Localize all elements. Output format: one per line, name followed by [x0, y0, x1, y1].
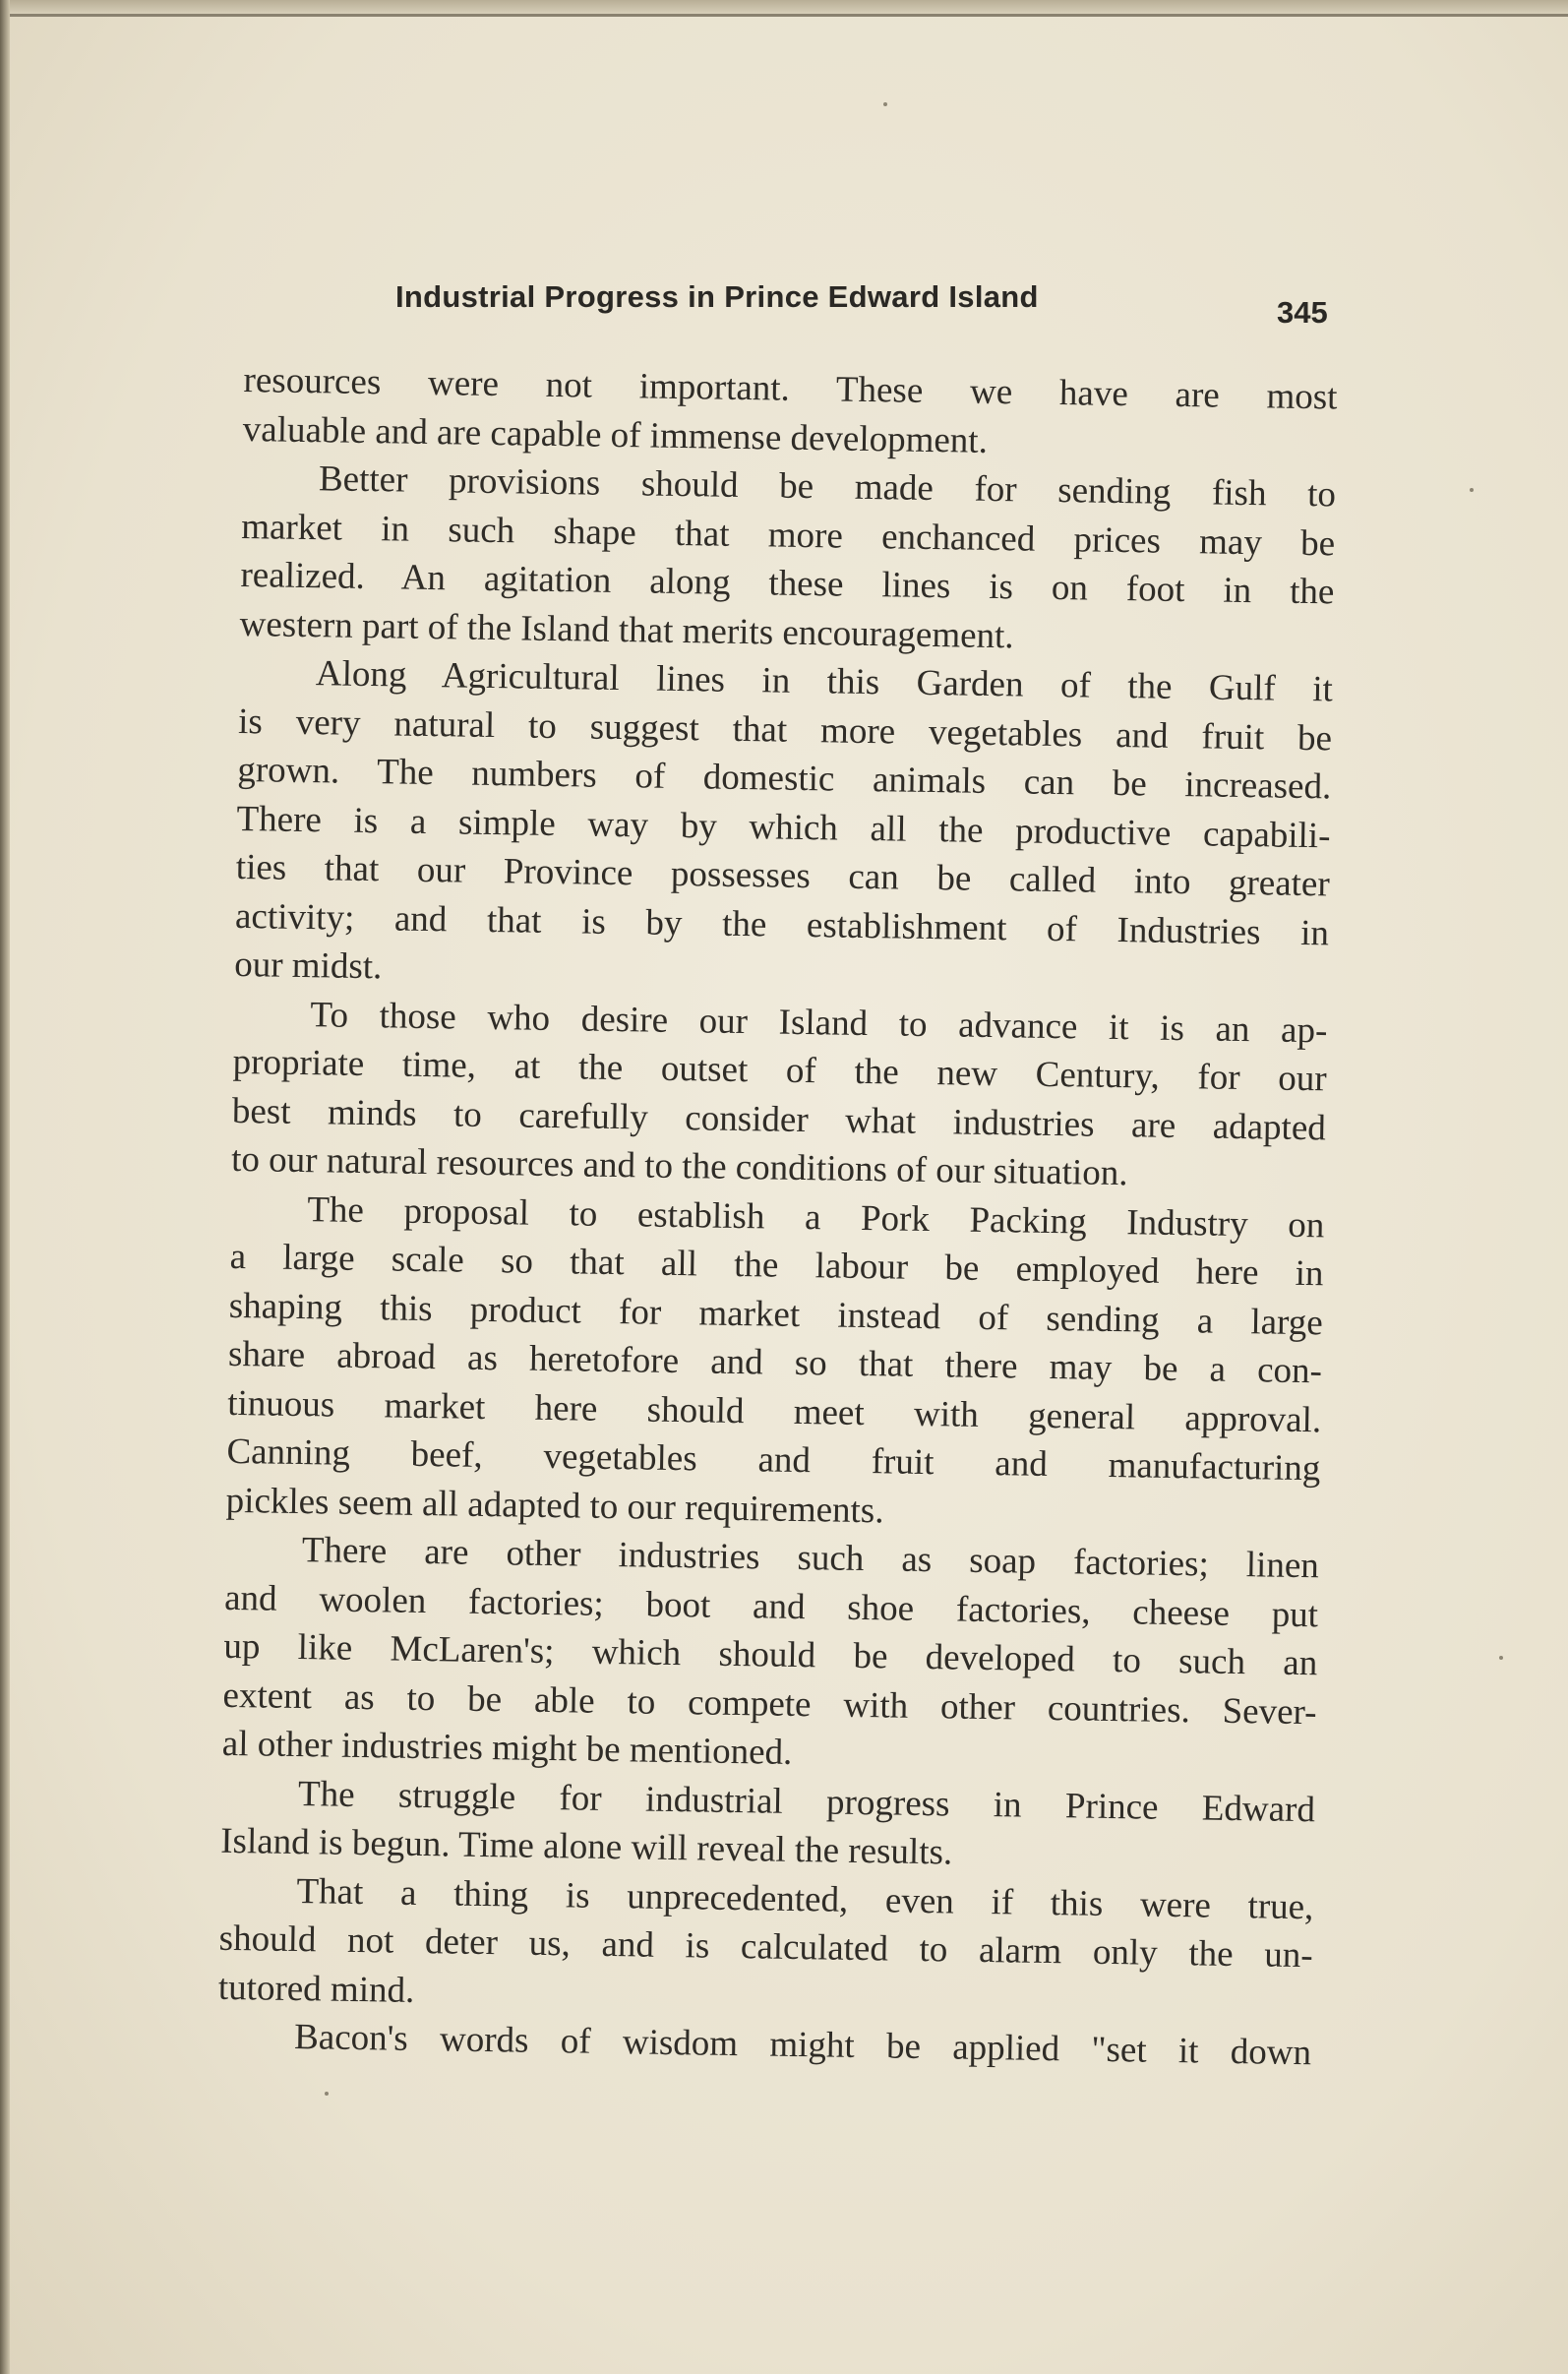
text-line: to our natural resources and to the conditions of our situation. — [230, 1138, 1128, 1194]
text-line: realized. An agitation along these lines is on foot in the — [240, 554, 1335, 613]
page-binding-edge — [0, 0, 10, 2374]
paper-speck — [325, 2092, 329, 2096]
page-number: 345 — [1277, 295, 1328, 330]
text-line: To those who desire our Island to advance it is an ap- — [310, 994, 1328, 1051]
paper-speck — [1499, 1656, 1503, 1660]
running-head: Industrial Progress in Prince Edward Island — [395, 279, 1039, 314]
text-line: The struggle for industrial progress in Prince Edward — [297, 1773, 1316, 1830]
text-line: The proposal to establish a Pork Packing Industry on — [307, 1188, 1325, 1246]
text-line: western part of the Island that merits encouragement. — [239, 603, 1014, 656]
text-line: up like McLaren's; which should be developed to such an — [223, 1625, 1318, 1684]
text-line: Bacon's words of wisdom might be applied "set it down — [293, 2017, 1312, 2074]
text-line: Better provisions should be made for sending fish to — [318, 458, 1337, 516]
text-line: our midst. — [233, 944, 383, 988]
paper-speck — [883, 102, 887, 106]
text-line: pickles seem all adapted to our requirements. — [225, 1480, 884, 1531]
text-line: shaping this product for market instead of sending a large — [228, 1285, 1324, 1343]
text-line: share abroad as heretofore and so that there may be a con- — [227, 1333, 1323, 1392]
text-line: grown. The numbers of domestic animals can be increased. — [237, 749, 1332, 808]
text-line: ties that our Province possesses can be called into greater — [235, 846, 1331, 905]
body-text — [217, 356, 1338, 2078]
text-line: valuable and are capable of immense development. — [242, 408, 989, 461]
text-line: Canning beef, vegetables and fruit and manufacturing — [226, 1430, 1321, 1490]
text-line: There is a simple way by which all the productive capabili- — [236, 798, 1331, 856]
text-line: Island is begun. Time alone will reveal the results. — [219, 1820, 953, 1873]
text-line: al other industries might be mentioned. — [221, 1723, 793, 1773]
text-line: activity; and that is by the establishment of Industries in — [234, 895, 1330, 953]
text-line: That a thing is unprecedented, even if this were true, — [296, 1870, 1314, 1927]
text-line: tutored mind. — [217, 1967, 415, 2011]
text-line: Along Agricultural lines in this Garden of the Gulf it — [315, 653, 1334, 710]
text-line: resources were not important. These we have are most — [243, 359, 1338, 418]
text-line: extent as to be able to compete with other countries. Sever- — [222, 1674, 1317, 1733]
text-line: is very natural to suggest that more vegetables and fruit be — [237, 700, 1333, 759]
text-line: propriate time, at the outset of the new Century, for our — [232, 1041, 1327, 1100]
text-line: market in such shape that more enchanced prices may be — [240, 506, 1336, 564]
text-line: best minds to carefully consider what industries are adapted — [231, 1090, 1327, 1148]
text-line: tinuous market here should meet with general approval. — [226, 1382, 1322, 1440]
text-line: and woolen factories; boot and shoe factories, cheese put — [223, 1577, 1319, 1635]
page-top-edge — [0, 0, 1568, 17]
paper-speck — [1470, 488, 1474, 492]
text-line: should not deter us, and is calculated to alarm only the un- — [218, 1917, 1313, 1977]
text-line: There are other industries such as soap factories; linen — [301, 1530, 1320, 1587]
text-line: a large scale so that all the labour be employed here in — [229, 1236, 1324, 1295]
